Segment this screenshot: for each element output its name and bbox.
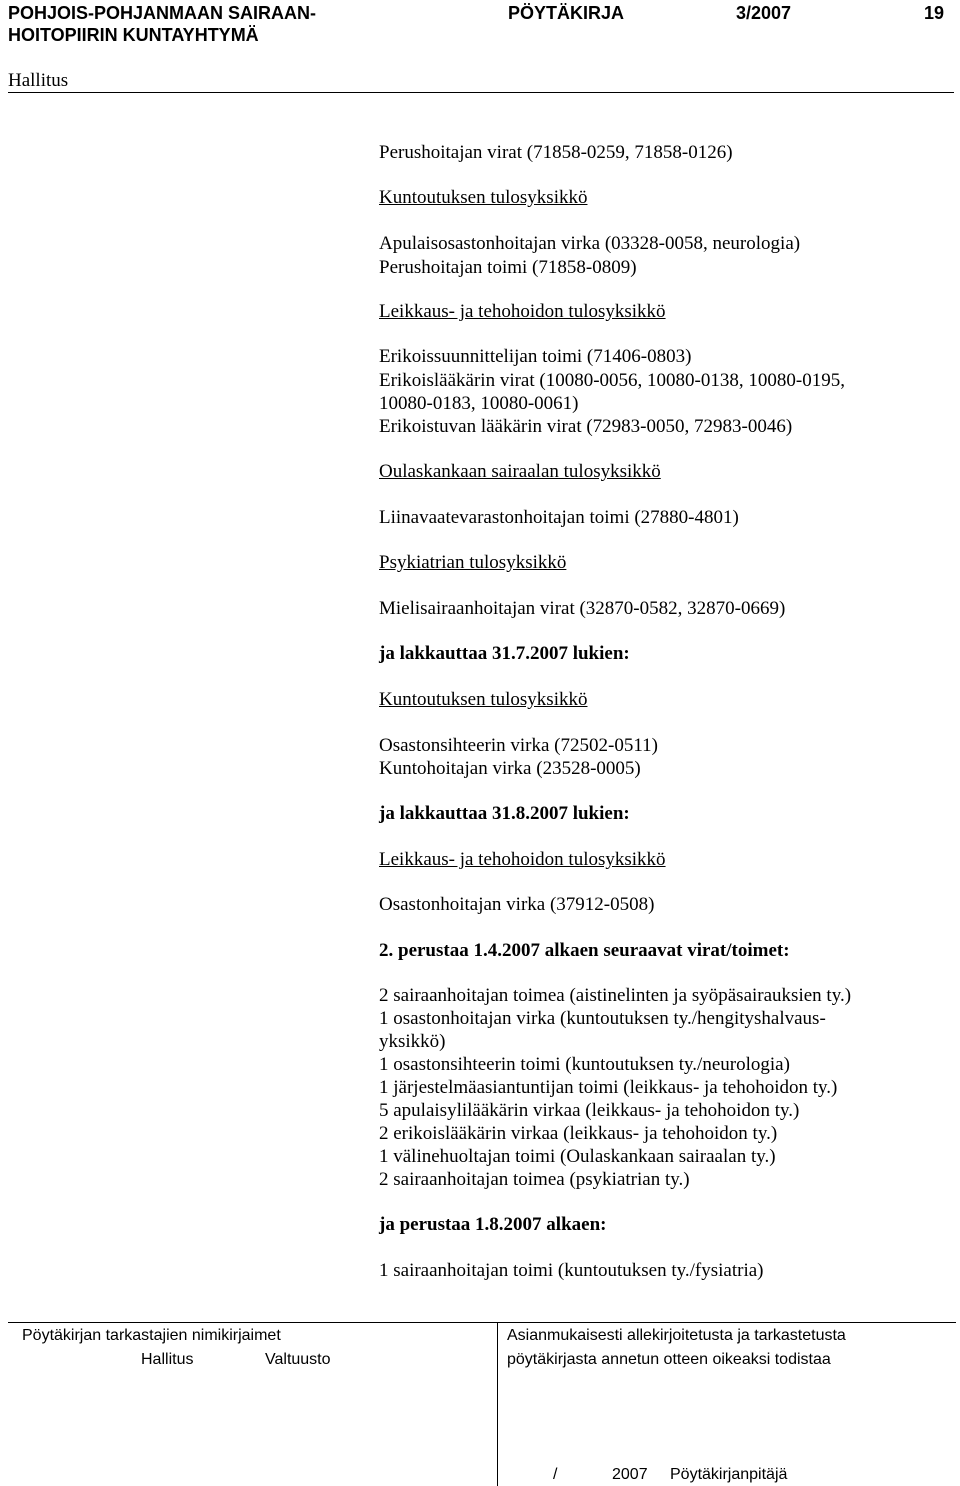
initials-hallitus: Hallitus — [141, 1351, 194, 1368]
body-line: 10080-0183, 10080-0061) — [379, 393, 579, 414]
body-line: Perushoitajan virat (71858-0259, 71858-0126) — [379, 142, 733, 163]
list-item: 5 apulaisylilääkärin virkaa (leikkaus- ja tehohoidon ty.) — [379, 1100, 800, 1121]
list-item: 2 sairaanhoitajan toimea (aistinelinten ja syöpäsairauksien ty.) — [379, 985, 852, 1006]
certification-line2: pöytäkirjasta annetun otteen oikeaksi todistaa — [507, 1351, 831, 1368]
body-line: Apulaisosastonhoitajan virka (03328-0058, neurologia) — [379, 233, 801, 254]
date-separator: / — [553, 1466, 558, 1483]
body-line: Perushoitajan toimi (71858-0809) — [379, 257, 637, 278]
list-item: 2 sairaanhoitajan toimea (psykiatrian ty.) — [379, 1169, 690, 1190]
minutes-keeper-label: Pöytäkirjanpitäjä — [670, 1466, 788, 1483]
body-line: Osastonhoitajan virka (37912-0508) — [379, 894, 655, 915]
certification-line1: Asianmukaisesti allekirjoitetusta ja tarkastetusta — [507, 1327, 846, 1344]
body-line: Erikoistuvan lääkärin virat (72983-0050, 72983-0046) — [379, 416, 793, 437]
unit-heading: Kuntoutuksen tulosyksikkö — [379, 689, 588, 710]
section-title: Hallitus — [8, 70, 69, 91]
unit-heading: Leikkaus- ja tehohoidon tulosyksikkö — [379, 301, 666, 322]
section-heading: ja lakkauttaa 31.8.2007 lukien: — [379, 803, 630, 824]
body-line: Erikoissuunnittelijan toimi (71406-0803) — [379, 346, 692, 367]
unit-heading: Oulaskankaan sairaalan tulosyksikkö — [379, 461, 661, 482]
signature-year: 2007 — [612, 1466, 648, 1483]
list-item: 1 osastonhoitajan virka (kuntoutuksen ty./hengityshalvaus- — [379, 1008, 826, 1029]
list-item: 1 välinehuoltajan toimi (Oulaskankaan sairaalan ty.) — [379, 1146, 776, 1167]
list-item: 1 järjestelmäasiantuntijan toimi (leikkaus- ja tehohoidon ty.) — [379, 1077, 838, 1098]
initials-label: Pöytäkirjan tarkastajien nimikirjaimet — [22, 1327, 281, 1344]
initials-valtuusto: Valtuusto — [265, 1351, 331, 1368]
body-line: Mielisairaanhoitajan virat (32870-0582, 32870-0669) — [379, 598, 786, 619]
list-item: 1 sairaanhoitajan toimi (kuntoutuksen ty./fysiatria) — [379, 1260, 764, 1281]
page-number: 19 — [924, 3, 945, 23]
document-number: 3/2007 — [736, 3, 792, 23]
list-item: yksikkö) — [379, 1031, 446, 1052]
section-heading: ja perustaa 1.8.2007 alkaen: — [379, 1214, 607, 1235]
document-type: PÖYTÄKIRJA — [508, 3, 625, 23]
body-line: Kuntohoitajan virka (23528-0005) — [379, 758, 641, 779]
section-heading: 2. perustaa 1.4.2007 alkaen seuraavat virat/toimet: — [379, 940, 790, 961]
list-item: 2 erikoislääkärin virkaa (leikkaus- ja tehohoidon ty.) — [379, 1123, 778, 1144]
body-line: Erikoislääkärin virat (10080-0056, 10080-0138, 10080-0195, — [379, 370, 845, 391]
footer-divider — [497, 1322, 498, 1486]
unit-heading: Psykiatrian tulosyksikkö — [379, 552, 567, 573]
header-divider — [8, 92, 954, 93]
unit-heading: Leikkaus- ja tehohoidon tulosyksikkö — [379, 849, 666, 870]
body-line: Osastonsihteerin virka (72502-0511) — [379, 735, 658, 756]
body-line: Liinavaatevarastonhoitajan toimi (27880-4801) — [379, 507, 739, 528]
organization-name-line2: HOITOPIIRIN KUNTAYHTYMÄ — [8, 25, 259, 45]
section-heading: ja lakkauttaa 31.7.2007 lukien: — [379, 643, 630, 664]
organization-name-line1: POHJOIS-POHJANMAAN SAIRAAN- — [8, 3, 317, 23]
footer-top-border — [8, 1322, 956, 1323]
list-item: 1 osastonsihteerin toimi (kuntoutuksen ty./neurologia) — [379, 1054, 790, 1075]
unit-heading: Kuntoutuksen tulosyksikkö — [379, 187, 588, 208]
